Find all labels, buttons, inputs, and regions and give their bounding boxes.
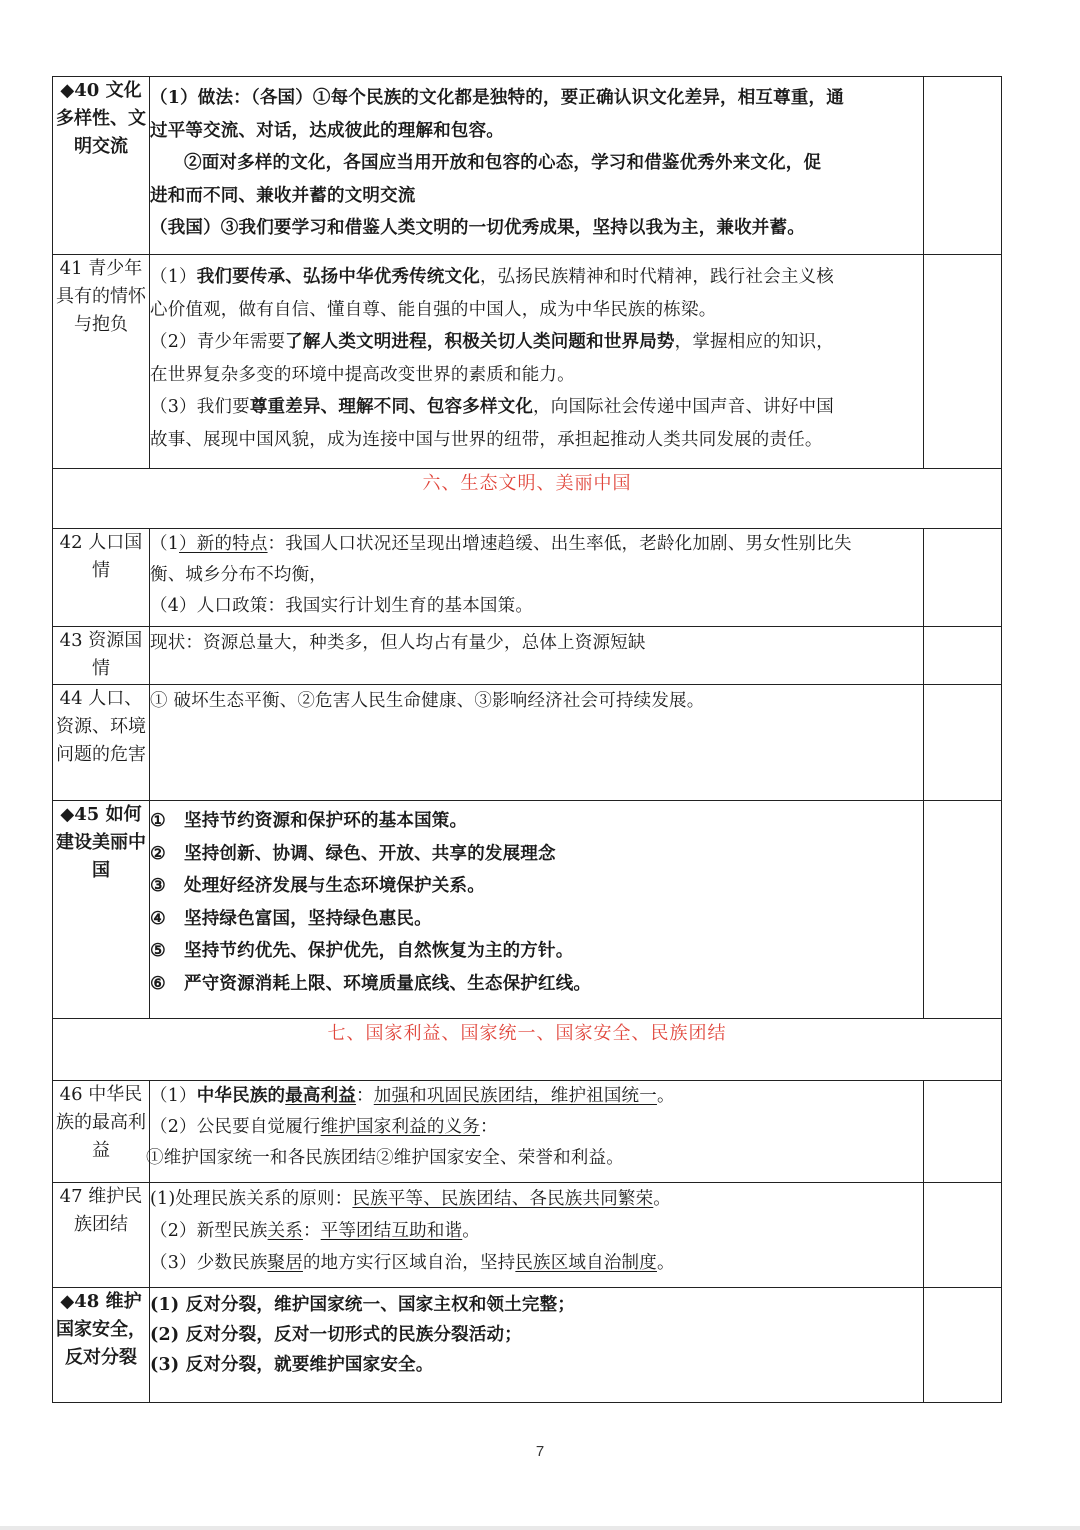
list-item: ⑥ 严守资源消耗上限、环境质量底线、生态保护红线。: [150, 973, 592, 994]
content-line: （3）少数民族聚居的地方实行区域自治，坚持民族区域自治制度。: [150, 1253, 675, 1273]
content-cell: [150, 77, 924, 255]
topic-cell: ◆45 如何建设美丽中国: [53, 801, 150, 1019]
content-line: 进和而不同、兼收并蓄的文明交流: [150, 185, 416, 206]
list-item: ⑤ 坚持节约优先、保护优先，自然恢复为主的方针。: [150, 941, 574, 961]
table-row: [53, 627, 1002, 685]
content-line: （2）公民要自觉履行维护国家利益的义务：: [150, 1117, 498, 1137]
page-number: 7: [535, 1443, 545, 1460]
blank-cell: [924, 627, 1002, 685]
content-cell: [150, 1183, 924, 1288]
topic-cell: ◆48 维护国家安全，反对分裂: [53, 1288, 150, 1403]
blank-cell: [924, 1081, 1002, 1183]
content-cell: [146, 1081, 924, 1183]
blank-cell: [924, 529, 1002, 627]
table-row: [53, 1081, 1002, 1183]
content-cell: [150, 529, 924, 627]
topic-cell: 44 人口、资源、环境问题的危害: [53, 685, 150, 801]
blank-cell: [924, 255, 1002, 469]
knowledge-table: [52, 76, 1002, 1403]
section-heading: 六、生态文明、美丽中国: [53, 469, 1002, 529]
content-line: （我国）③我们要学习和借鉴人类文明的一切优秀成果，坚持以我为主，兼收并蓄。: [150, 218, 805, 238]
content-line: （1）我们要传承、弘扬中华优秀传统文化，弘扬民族精神和时代精神，践行社会主义核: [150, 267, 834, 287]
table-row: [53, 77, 1002, 255]
blank-cell: [924, 77, 1002, 255]
content-cell: [150, 627, 924, 685]
content-line: ① 破坏生态平衡、②危害人民生命健康、③影响经济社会可持续发展。: [150, 691, 705, 711]
table-row: [53, 529, 1002, 627]
section-row: [53, 1019, 1002, 1081]
content-line: (2) 反对分裂，反对一切形式的民族分裂活动；: [150, 1325, 522, 1345]
page-bottom-edge: [0, 1526, 1080, 1530]
blank-cell: [924, 1183, 1002, 1288]
content-line: 在世界复杂多变的环境中提高改变世界的素质和能力。: [150, 364, 575, 385]
topic-cell: 46 中华民族的最高利益: [53, 1081, 150, 1183]
content-line: (3) 反对分裂，就要维护国家安全。: [150, 1355, 434, 1375]
content-line: 衡、城乡分布不均衡，: [150, 565, 327, 585]
content-line: ①维护国家统一和各民族团结②维护国家安全、荣誉和利益。: [146, 1148, 624, 1168]
content-line: （1）中华民族的最高利益：加强和巩固民族团结，维护祖国统一。: [150, 1086, 675, 1106]
content-line: （4）人口政策：我国实行计划生育的基本国策。: [150, 596, 534, 616]
content-cell: [150, 685, 924, 801]
content-line: （3）我们要尊重差异、理解不同、包容多样文化，向国际社会传递中国声音、讲好中国: [150, 397, 834, 417]
blank-cell: [924, 1288, 1002, 1403]
list-item: ③ 处理好经济发展与生态环境保护关系。: [150, 876, 485, 896]
topic-cell: ◆40 文化多样性、文明交流: [53, 77, 150, 255]
content-line: (1)处理民族关系的原则：民族平等、民族团结、各民族共同繁荣。: [150, 1189, 671, 1209]
content-line: 现状：资源总量大，种类多，但人均占有量少，总体上资源短缺: [150, 633, 646, 653]
content-line: （1）做法：（各国）①每个民族的文化都是独特的，要正确认识文化差异，相互尊重，通: [150, 88, 844, 108]
list-item: ② 坚持创新、协调、绿色、开放、共享的发展理念: [150, 843, 556, 864]
content-line: 故事、展现中国风貌，成为连接中国与世界的纽带，承担起推动人类共同发展的责任。: [150, 429, 823, 450]
section-row: [53, 469, 1002, 529]
topic-cell: 47 维护民族团结: [53, 1183, 150, 1288]
content-cell: [150, 801, 924, 1019]
list-item: ① 坚持节约资源和保护环的基本国策。: [150, 811, 468, 831]
table-row: [53, 685, 1002, 801]
list-item: ④ 坚持绿色富国，坚持绿色惠民。: [150, 908, 432, 929]
content-line: （1）新的特点：我国人口状况还呈现出增速趋缓、出生率低，老龄化加剧、男女性别比失: [150, 534, 852, 554]
content-line: （2）青少年需要了解人类文明进程，积极关切人类问题和世界局势，掌握相应的知识，: [150, 332, 834, 352]
content-line: ②面对多样的文化，各国应当用开放和包容的心态，学习和借鉴优秀外来文化，促: [184, 153, 822, 173]
topic-cell: 43 资源国情: [53, 627, 150, 685]
content-cell: [150, 255, 924, 469]
section-heading: 七、国家利益、国家统一、国家安全、民族团结: [53, 1019, 1002, 1081]
content-line: 过平等交流、对话，达成彼此的理解和包容。: [150, 120, 504, 141]
table-row: [53, 801, 1002, 1019]
content-line: 心价值观，做有自信、懂自尊、能自强的中国人，成为中华民族的栋梁。: [150, 299, 717, 320]
blank-cell: [924, 685, 1002, 801]
topic-cell: 41 青少年具有的情怀与抱负: [53, 255, 150, 469]
topic-cell: 42 人口国情: [53, 529, 150, 627]
table-row: [53, 1183, 1002, 1288]
content-cell: [150, 1288, 924, 1403]
content-line: (1) 反对分裂，维护国家统一、国家主权和领土完整；: [150, 1295, 576, 1315]
table-row: [53, 1288, 1002, 1403]
content-line: （2）新型民族关系：平等团结互助和谐。: [150, 1221, 480, 1241]
table-row: [53, 255, 1002, 469]
blank-cell: [924, 801, 1002, 1019]
